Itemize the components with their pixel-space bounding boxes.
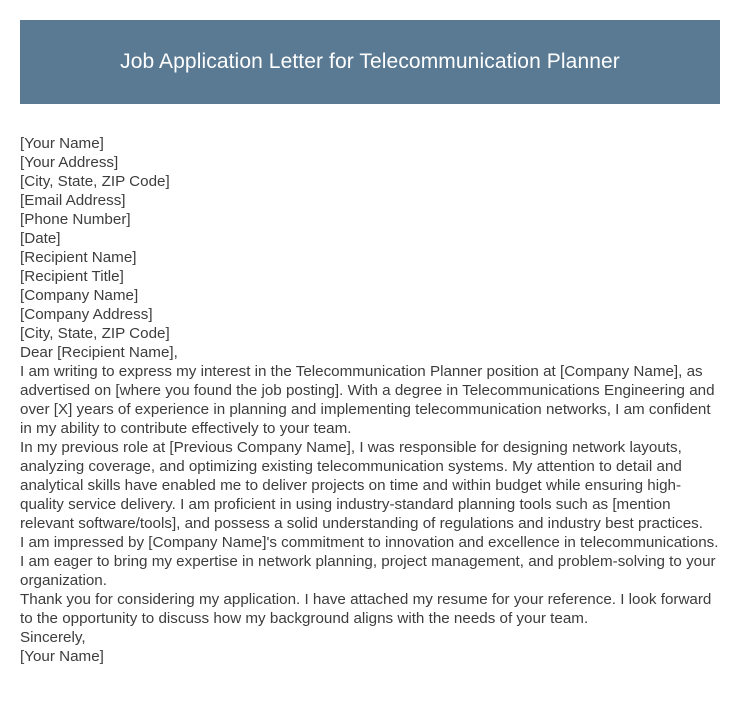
sender-name: [Your Name]	[20, 135, 104, 152]
recipient-title: [Recipient Title]	[20, 268, 124, 285]
recipient-city-state-zip: [City, State, ZIP Code]	[20, 325, 170, 342]
body-paragraph-closing: Thank you for considering my application. I have attached my resume for your reference. I look forward to the opportunity to discuss how my background aligns with the needs of your team.	[20, 591, 712, 627]
salutation: Dear [Recipient Name],	[20, 344, 178, 361]
closing: Sincerely,	[20, 629, 86, 646]
recipient-company: [Company Name]	[20, 287, 139, 304]
body-paragraph-intro: I am writing to express my interest in the Telecommunication Planner position at [Company Name], as advertised on [where you found the job posting]. With a degree in Telecommunications Engineering and over [X] years of experience in planning and implementing telecommunication networks, I am confident in my ability to contribute effectively to your team.	[20, 363, 715, 437]
recipient-address: [Company Address]	[20, 306, 153, 323]
body-paragraph-experience: In my previous role at [Previous Company Name], I was responsible for designing network layouts, analyzing coverage, and optimizing existing telecommunication systems. My attention to detail and analytical skills have enabled me to deliver projects on time and within budget while ensuring high-quality service delivery. I am proficient in using industry-standard planning tools such as [mention relevant software/tools], and possess a solid understanding of regulations and industry best practices.	[20, 439, 703, 532]
body-paragraph-motivation: I am impressed by [Company Name]'s commitment to innovation and excellence in telecommunications. I am eager to bring my expertise in network planning, project management, and problem-solving to your organization.	[20, 534, 719, 589]
sender-phone: [Phone Number]	[20, 211, 131, 228]
letter-date: [Date]	[20, 230, 61, 247]
letter-header	[20, 20, 720, 104]
letter-body	[20, 134, 722, 666]
sender-address: [Your Address]	[20, 154, 119, 171]
sender-email: [Email Address]	[20, 192, 126, 209]
page-title: Job Application Letter for Telecommunication Planner	[120, 50, 620, 73]
signature: [Your Name]	[20, 648, 104, 665]
sender-city-state-zip: [City, State, ZIP Code]	[20, 173, 170, 190]
recipient-name: [Recipient Name]	[20, 249, 137, 266]
